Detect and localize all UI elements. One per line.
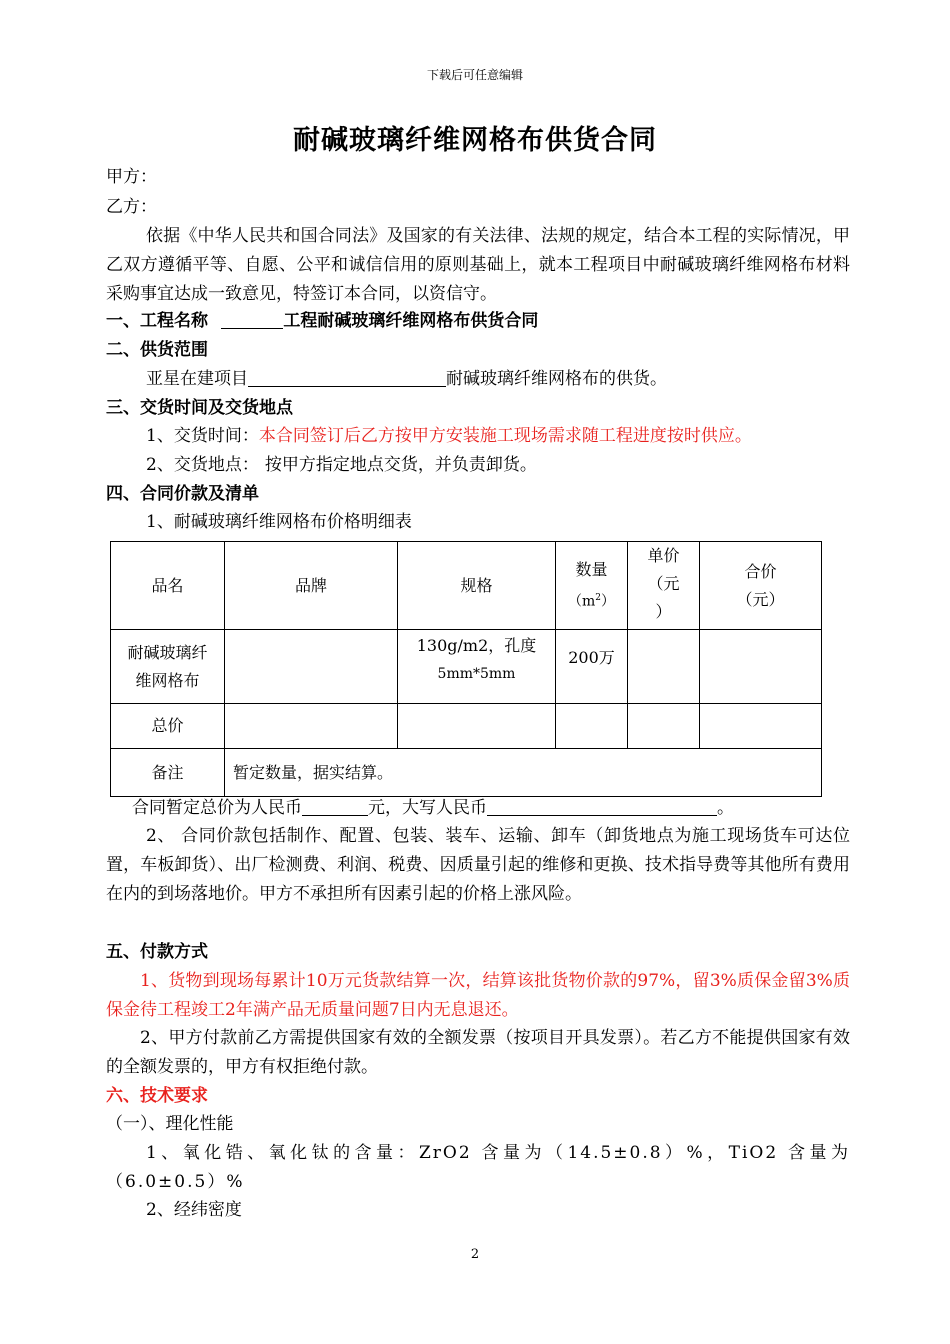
payment-terms-1: 1、货物到现场每累计10万元货款结算一次，结算该批货物价款的97%，留3%质保金留3%质保金待工程竣工2年满产品无质量问题7日内无息退还。 (106, 971, 850, 1020)
oxide-content-item: 1、氧化锆、氧化钛的含量：ZrO2 含量为（14.5±0.8）%，TiO2 含量为（6.0±0.5）% (106, 1143, 850, 1192)
party-a-label: 甲方： (106, 167, 157, 187)
total-brand-cell (225, 704, 398, 749)
section-2-suffix: 耐碱玻璃纤维网格布的供货。 (446, 369, 667, 389)
row1-total (700, 630, 822, 704)
header-quantity-unit (556, 584, 627, 616)
project-name-blank (221, 310, 283, 329)
section-1-heading: 一、工程名称 (106, 311, 208, 331)
total-end: 。 (717, 798, 734, 818)
row1-unit-price (628, 630, 700, 704)
header-total (700, 542, 822, 630)
row1-name-2: 维网格布 (135, 670, 200, 690)
header-unit-price-2: （元 (647, 574, 680, 593)
delivery-time (146, 422, 752, 450)
header-quantity (556, 542, 628, 630)
header-unit-price-3: ） (655, 602, 672, 621)
table-row (111, 704, 822, 749)
table-header-row (111, 542, 822, 630)
document-title: 耐碱玻璃纤维网格布供货合同 (293, 125, 657, 156)
page-header: 下载后可任意编辑 (426, 68, 523, 82)
section-2-body (146, 365, 667, 393)
section-3-heading: 三、交货时间及交货地点 (106, 398, 293, 418)
remark-label: 备注 (111, 749, 225, 797)
warp-weft-density-item: 2、经纬密度 (146, 1200, 242, 1220)
delivery-time-value: 本合同签订后乙方按甲方安装施工现场需求随工程进度按时供应。 (258, 426, 752, 446)
row1-brand (225, 630, 398, 704)
section-1-suffix: 工程耐碱玻璃纤维网格布供货合同 (283, 311, 539, 331)
total-prefix: 合同暂定总价为人民币 (132, 798, 302, 818)
delivery-place-value: 按甲方指定地点交货，并负责卸货。 (264, 455, 537, 475)
section-2-heading: 二、供货范围 (106, 340, 208, 360)
header-total-2: （元） (736, 589, 785, 609)
row1-spec-1: 130g/m2，孔度 (416, 636, 537, 655)
payment-terms-2: 2、甲方付款前乙方需提供国家有效的全额发票（按项目开具发票）。若乙方不能提供国家有效的全额发票的，甲方有权拒绝付款。 (106, 1028, 850, 1077)
physical-chemical-heading: （一）、理化性能 (106, 1114, 234, 1134)
intro-paragraph: 依据《中华人民共和国合同法》及国家的有关法律、法规的规定，结合本工程的实际情况，甲乙双方遵循平等、自愿、公平和诚信信用的原则基础上，就本工程项目中耐碱玻璃纤维网格布材料采购事宜达成一致意见，特签订本合同，以资信守。 (106, 226, 850, 304)
row1-spec (398, 630, 556, 704)
row1-name (111, 630, 225, 704)
total-words-blank (487, 797, 717, 816)
section-6-heading: 六、技术要求 (106, 1086, 208, 1106)
total-mid: 元，大写人民币 (368, 798, 487, 818)
price-table (110, 541, 822, 797)
unit-text: （m (567, 593, 596, 610)
table-row (111, 630, 822, 704)
contract-total-line (132, 794, 734, 822)
header-unit-price (628, 542, 700, 630)
total-amount-blank (302, 797, 368, 816)
section-5-heading: 五、付款方式 (106, 942, 208, 962)
section-4-heading: 四、合同价款及清单 (106, 484, 259, 504)
section-2-prefix: 亚星在建项目 (146, 369, 248, 389)
unit-sup: 2 (595, 592, 601, 603)
remark-value: 暂定数量，据实结算。 (225, 749, 822, 797)
header-name: 品名 (111, 542, 225, 630)
page-number: 2 (470, 1247, 480, 1262)
total-sum-cell (700, 704, 822, 749)
project-blank (248, 368, 446, 387)
header-total-1: 合价 (744, 561, 777, 581)
header-unit-price-1: 单价 (647, 546, 680, 565)
unit-end: ） (601, 593, 615, 610)
total-unit-cell (628, 704, 700, 749)
delivery-place-label: 2、交货地点： (146, 455, 259, 475)
price-scope-paragraph: 2、 合同价款包括制作、配置、包装、装车、运输、卸车（卸货地点为施工现场货车可达位置，车板卸货）、出厂检测费、利润、税费、因质量引起的维修和更换、技术指导费等其他所有费用在内的到场落地价。甲方不承担所有因素引起的价格上涨风险。 (106, 826, 850, 904)
table-row (111, 749, 822, 797)
price-table-title: 1、耐碱玻璃纤维网格布价格明细表 (146, 512, 412, 532)
total-spec-cell (398, 704, 556, 749)
total-label: 总价 (111, 704, 225, 749)
header-brand: 品牌 (225, 542, 398, 630)
section-1 (106, 307, 538, 335)
row1-name-1: 耐碱玻璃纤 (127, 642, 208, 662)
header-spec: 规格 (398, 542, 556, 630)
delivery-time-label: 1、交货时间： (146, 426, 259, 446)
row1-spec-2: 5mm*5mm (437, 666, 516, 682)
total-qty-cell (556, 704, 628, 749)
row1-quantity: 200万 (556, 630, 628, 704)
party-b-label: 乙方： (106, 197, 157, 217)
header-quantity-label: 数量 (575, 559, 608, 579)
delivery-place (146, 451, 537, 479)
